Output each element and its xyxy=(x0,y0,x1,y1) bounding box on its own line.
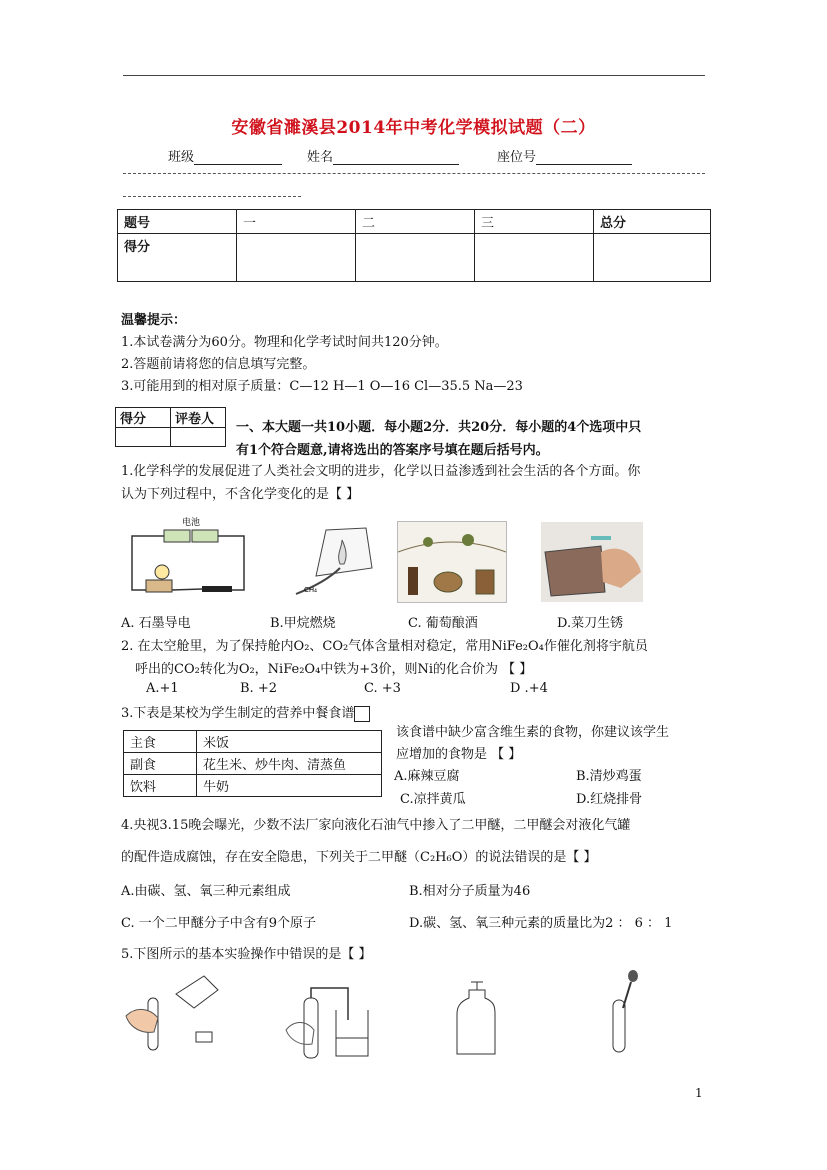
grader-reviewer-cell[interactable] xyxy=(171,428,226,447)
page-number: 1 xyxy=(695,1086,703,1100)
q1-option-a[interactable]: A. 石墨导电 xyxy=(121,616,191,631)
seat-blank[interactable] xyxy=(536,150,632,165)
q3-option-b[interactable]: B.清炒鸡蛋 xyxy=(576,769,642,784)
table-row xyxy=(124,775,382,797)
score-header: 一 xyxy=(237,210,356,234)
class-blank[interactable] xyxy=(194,150,282,165)
q5-line1: 5.下图所示的基本实验操作中错误的是【 】 xyxy=(121,947,372,962)
q4-option-c[interactable]: C. 一个二甲醚分子中含有9个原子 xyxy=(121,916,317,931)
menu-cell: 花生米、炒牛肉、清蒸鱼 xyxy=(197,753,382,775)
airtightness-check-image xyxy=(284,980,372,1062)
score-row-label: 得分 xyxy=(118,234,237,282)
cut-line-short xyxy=(123,196,301,197)
menu-cell: 饮料 xyxy=(124,775,197,797)
wine-making-image xyxy=(397,521,507,603)
q1-option-d[interactable]: D.菜刀生锈 xyxy=(557,616,624,631)
score-cell[interactable] xyxy=(356,234,475,282)
q4-line2: 的配件造成腐蚀，存在安全隐患，下列关于二甲醚（C₂H₆O）的说法错误的是【 】 xyxy=(121,850,597,865)
score-cell[interactable] xyxy=(594,234,711,282)
q3-option-c[interactable]: C.凉拌黄瓜 xyxy=(400,792,466,807)
grader-score-label: 得分 xyxy=(116,408,171,428)
class-field xyxy=(168,146,282,165)
name-blank[interactable] xyxy=(333,150,459,165)
q3-checkbox[interactable] xyxy=(354,706,370,722)
section1-line1: 一、本大题一共10小题．每小题2分．共20分．每小题的4个选项中只 xyxy=(236,420,642,435)
score-header: 总分 xyxy=(594,210,711,234)
q2-option-c[interactable]: C. +3 xyxy=(364,681,401,696)
seat-label: 座位号 xyxy=(497,150,537,165)
name-label: 姓名 xyxy=(307,150,334,165)
table-row xyxy=(124,731,382,753)
q3-option-a[interactable]: A.麻辣豆腐 xyxy=(394,769,460,784)
q1-line2: 认为下列过程中，不含化学变化的是【 】 xyxy=(121,487,360,502)
q4-line1: 4.央视3.15晚会曝光，少数不法厂家向液化石油气中掺入了二甲醚，二甲醚会对液化气罐 xyxy=(121,818,631,833)
menu-cell: 牛奶 xyxy=(197,775,382,797)
grader-score-cell[interactable] xyxy=(116,428,171,447)
methane-burning-image xyxy=(286,520,376,600)
q4-option-a[interactable]: A.由碳、氢、氧三种元素组成 xyxy=(121,884,291,899)
class-label: 班级 xyxy=(168,150,195,165)
q1-option-c[interactable]: C. 葡萄酿酒 xyxy=(408,616,478,631)
page-title: 安徽省濉溪县2014年中考化学模拟试题（二） xyxy=(231,118,596,138)
q2-option-a[interactable]: A.+1 xyxy=(146,681,179,696)
score-header: 题号 xyxy=(118,210,237,234)
menu-cell: 米饭 xyxy=(197,731,382,753)
q1-option-b[interactable]: B.甲烷燃烧 xyxy=(270,616,336,631)
dropper-tube-image xyxy=(605,968,641,1058)
tip-item: 3.可能用到的相对原子质量：C—12 H—1 O—16 Cl—35.5 Na—23 xyxy=(121,379,523,394)
methane-label: CH₄ xyxy=(304,586,317,594)
grader-table xyxy=(115,407,226,447)
pouring-liquid-image xyxy=(124,972,224,1054)
q2-option-b[interactable]: B. +2 xyxy=(240,681,277,696)
q3-option-d[interactable]: D.红烧排骨 xyxy=(576,792,643,807)
tips-heading: 温馨提示： xyxy=(121,313,187,328)
score-cell[interactable] xyxy=(237,234,356,282)
score-header: 二 xyxy=(356,210,475,234)
score-cell[interactable] xyxy=(475,234,594,282)
gas-bottle-image xyxy=(453,980,497,1058)
q2-line1: 2. 在太空舱里，为了保持舱内O₂、CO₂气体含量相对稳定，常用NiFe₂O₄作催化剂将宇航员 xyxy=(121,639,648,654)
menu-cell: 副食 xyxy=(124,753,197,775)
name-field xyxy=(307,146,459,165)
cut-line xyxy=(123,173,705,174)
tip-item: 2.答题前请将您的信息填写完整。 xyxy=(121,357,316,372)
q3-side2: 应增加的食物是 【 】 xyxy=(396,747,522,762)
score-table xyxy=(117,209,711,282)
top-rule xyxy=(123,75,705,76)
knife-rust-image xyxy=(541,522,643,602)
q3-text: 3.下表是某校为学生制定的营养中餐食谱 xyxy=(121,706,355,721)
q2-option-d[interactable]: D .+4 xyxy=(510,681,548,696)
battery-label: 电池 xyxy=(182,518,201,528)
q3-side1: 该食谱中缺少富含维生素的食物，你建议该学生 xyxy=(396,725,670,740)
seat-field xyxy=(497,146,632,165)
q3-line1 xyxy=(121,702,370,722)
q1-line1: 1.化学科学的发展促进了人类社会文明的进步，化学以日益渗透到社会生活的各个方面。你 xyxy=(121,464,641,479)
tip-item: 1.本试卷满分为60分。物理和化学考试时间共120分钟。 xyxy=(121,335,448,350)
q2-line2: 呼出的CO₂转化为O₂，NiFe₂O₄中铁为+3价，则Ni的化合价为 【 】 xyxy=(135,662,533,677)
menu-table xyxy=(123,730,382,797)
grader-reviewer-label: 评卷人 xyxy=(171,408,226,428)
section1-line2: 有1个符合题意,请将选出的答案序号填在题后括号内。 xyxy=(236,443,549,458)
table-row xyxy=(124,753,382,775)
q4-option-d[interactable]: D.碳、氢、氧三种元素的质量比为2 ： 6 ： 1 xyxy=(409,916,673,931)
menu-cell: 主食 xyxy=(124,731,197,753)
graphite-circuit-image xyxy=(124,514,252,602)
score-header: 三 xyxy=(475,210,594,234)
q4-option-b[interactable]: B.相对分子质量为46 xyxy=(409,884,531,899)
